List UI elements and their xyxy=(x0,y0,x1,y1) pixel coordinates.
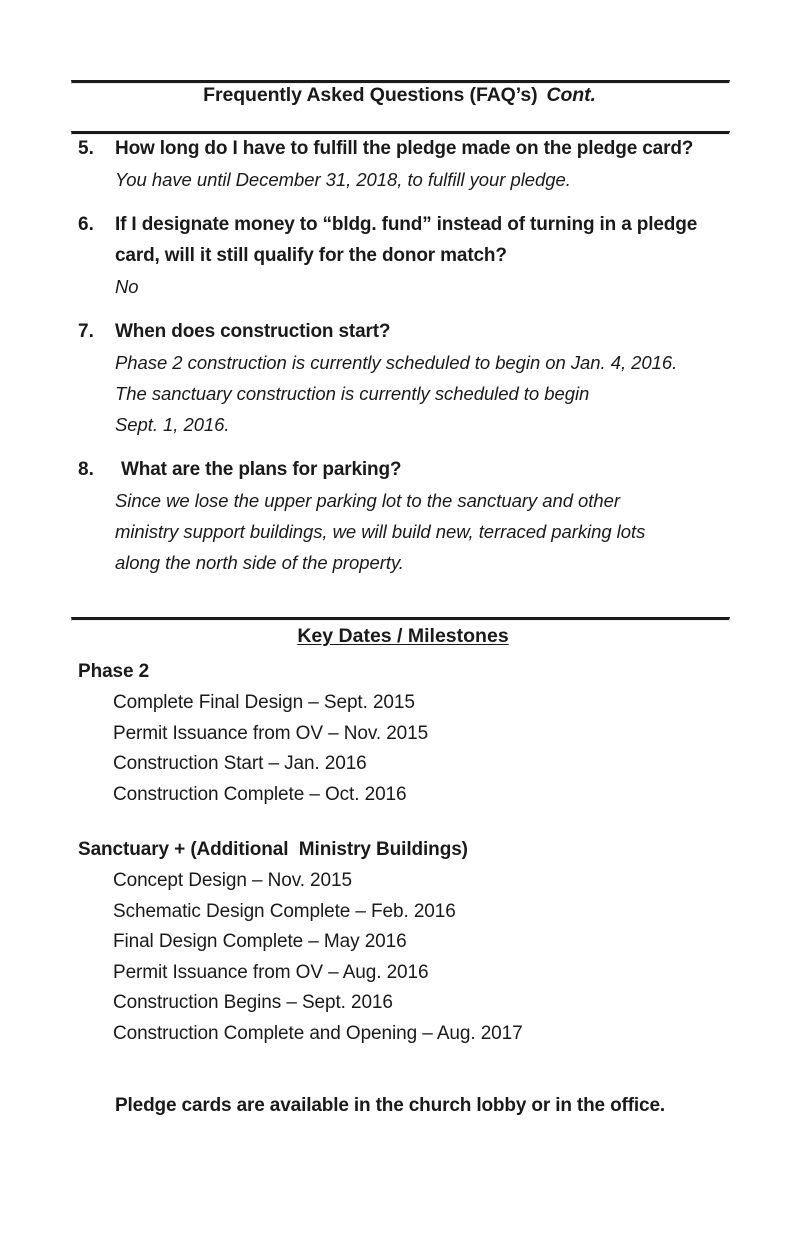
faq-answer-line-1: No xyxy=(115,276,139,297)
spacer xyxy=(0,197,800,209)
faq-answer-line-1: Since we lose the upper parking lot to the sanctuary and other xyxy=(115,490,620,511)
faq-answer-line-1: You have until December 31, 2018, to fulfill your pledge. xyxy=(115,169,571,190)
page-title-continuation: Cont. xyxy=(546,84,596,106)
faq-question-line-1: What are the plans for parking? xyxy=(121,459,402,480)
faq-answer xyxy=(115,485,735,578)
faq-answer xyxy=(115,347,735,440)
spacer xyxy=(0,810,800,834)
list-item: Concept Design – Nov. 2015 xyxy=(113,870,352,891)
faq-item-6 xyxy=(0,209,800,302)
list-item: Complete Final Design – Sept. 2015 xyxy=(113,692,415,713)
faq-answer-line-2: The sanctuary construction is currently scheduled to begin xyxy=(115,383,590,404)
spacer xyxy=(0,304,800,316)
pledge-cards-note: Pledge cards are available in the church lobby or in the office. xyxy=(115,1095,666,1116)
faq-number: 5. xyxy=(78,138,94,159)
milestone-list xyxy=(0,866,800,1049)
faq-question-row xyxy=(0,316,800,347)
faq-list xyxy=(0,133,800,580)
faq-number: 8. xyxy=(78,459,94,480)
faq-answer-line-3: along the north side of the property. xyxy=(115,552,404,573)
faq-question xyxy=(121,454,401,485)
milestone-list xyxy=(0,688,800,810)
group-heading: Phase 2 xyxy=(78,661,150,682)
faq-item-7 xyxy=(0,316,800,440)
list-item: Schematic Design Complete – Feb. 2016 xyxy=(113,900,456,922)
faq-question-row xyxy=(0,209,800,271)
faq-question xyxy=(115,316,390,347)
faq-answer-line-3: Sept. 1, 2016. xyxy=(115,414,230,435)
key-dates-group-phase-2 xyxy=(0,656,800,810)
section-divider-rule xyxy=(71,617,730,621)
faq-question-line-1: How long do I have to fulfill the pledge made on the pledge card? xyxy=(115,138,694,159)
faq-answer-line-2: ministry support buildings, we will build new, terraced parking lots xyxy=(115,521,646,542)
faq-question-line-2: card, will it still qualify for the donor match? xyxy=(115,245,507,266)
key-dates-title: Key Dates / Milestones xyxy=(297,625,509,647)
faq-question xyxy=(115,133,693,164)
list-item: Construction Complete and Opening – Aug. 2017 xyxy=(113,1022,523,1044)
faq-answer-line-1: Phase 2 construction is currently scheduled to begin on Jan. 4, 2016. xyxy=(115,352,678,373)
group-heading: Sanctuary + (Additional Ministry Buildings) xyxy=(78,839,468,860)
faq-item-8 xyxy=(0,454,800,578)
faq-number: 6. xyxy=(78,214,94,235)
list-item: Construction Begins – Sept. 2016 xyxy=(113,992,393,1013)
faq-answer xyxy=(115,271,735,302)
faq-question-row xyxy=(0,133,800,164)
list-item: Permit Issuance from OV – Aug. 2016 xyxy=(113,961,429,983)
faq-number: 7. xyxy=(78,321,94,342)
list-item: Final Design Complete – May 2016 xyxy=(113,931,407,952)
list-item: Construction Complete – Oct. 2016 xyxy=(113,783,407,805)
page-title-text: Frequently Asked Questions (FAQ’s) xyxy=(203,84,538,106)
key-dates-group-sanctuary xyxy=(0,834,800,1049)
faq-question xyxy=(115,209,697,271)
spacer xyxy=(0,442,800,454)
page-title xyxy=(71,84,728,107)
faq-question-line-1: If I designate money to “bldg. fund” instead of turning in a pledge xyxy=(115,214,698,235)
faq-item-5 xyxy=(0,133,800,195)
list-item: Permit Issuance from OV – Nov. 2015 xyxy=(113,722,429,744)
faq-answer xyxy=(115,164,735,195)
list-item: Construction Start – Jan. 2016 xyxy=(113,753,367,774)
key-dates-section xyxy=(0,625,800,1049)
faq-question-row xyxy=(0,454,800,485)
faq-question-line-1: When does construction start? xyxy=(115,321,391,342)
